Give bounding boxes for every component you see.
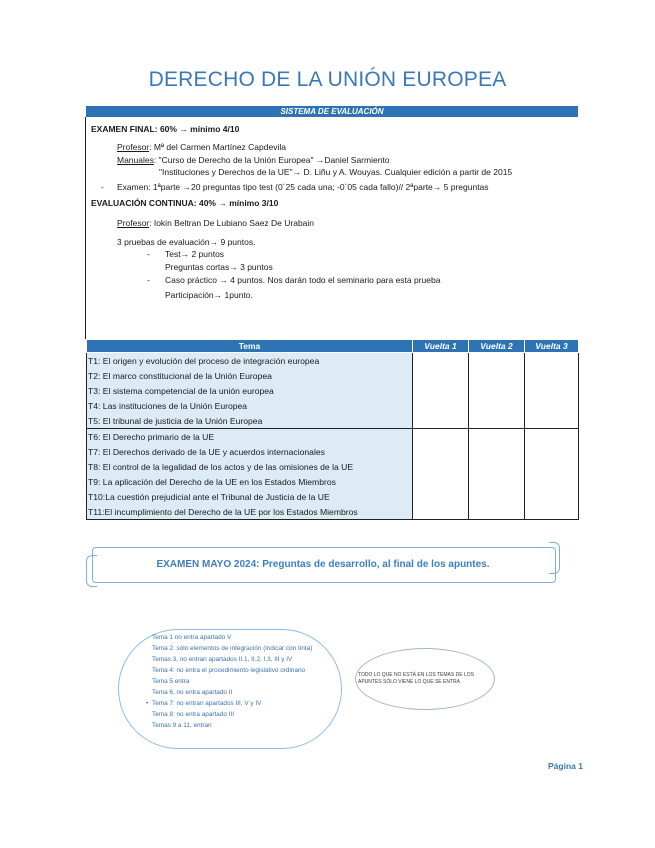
bullet-dash: - [147, 275, 150, 285]
manuales-2: "Instituciones y Derechos de la UE"→ D. Liñu y A. Wouyas. Cualquier edición a partir de 2015 [159, 167, 513, 177]
tema-cell: T10:La cuestión prejudicial ante el Tribunal de Justicia de la UE [87, 489, 413, 504]
table-header [87, 340, 579, 353]
profesor-label-2: Profesor [117, 218, 150, 228]
vuelta-cell [525, 413, 579, 429]
header-vuelta-1: Vuelta 1 [413, 340, 469, 353]
evaluacion-continua-profesor [117, 218, 314, 228]
tema-cell: T11:El incumplimiento del Derecho de la UE por los Estados Miembros [87, 504, 413, 520]
tema-cell: T6: El Derecho primario de la UE [87, 429, 413, 445]
vuelta-cell [469, 383, 525, 398]
tema-cell: T9: La aplicación del Derecho de la UE en los Estados Miembros [87, 474, 413, 489]
vuelta-cell [413, 353, 469, 369]
vuelta-cell [413, 429, 469, 445]
table-row [87, 413, 579, 429]
bullet-dash: - [101, 182, 104, 192]
tema-cell: T8: El control de la legalidad de los actos y de las omisiones de la UE [87, 459, 413, 474]
manuales-line [117, 155, 390, 165]
cortas-line: Preguntas cortas→ 3 puntos [165, 262, 273, 272]
manuales-label: Manuales [117, 155, 154, 165]
note-item: Tema 5 entra [152, 678, 190, 685]
vuelta-cell [413, 504, 469, 520]
profesor-label: Profesor [117, 142, 150, 152]
vuelta-cell [469, 474, 525, 489]
note-bullet: • [146, 700, 149, 707]
vuelta-cell [469, 489, 525, 504]
vuelta-cell [525, 459, 579, 474]
vuelta-cell [413, 474, 469, 489]
header-vuelta-2: Vuelta 2 [469, 340, 525, 353]
vuelta-cell [469, 398, 525, 413]
vuelta-cell [469, 413, 525, 429]
evaluacion-continua-heading: EVALUACIÓN CONTINUA: 40% → mínimo 3/10 [91, 198, 279, 208]
test-line: Test→ 2 puntos [165, 249, 225, 259]
table-row [87, 504, 579, 520]
header-tema: Tema [87, 340, 413, 353]
vuelta-cell [413, 489, 469, 504]
document-title: DERECHO DE LA UNIÓN EUROPEA [148, 68, 507, 91]
tema-cell: T1: El origen y evolución del proceso de integración europea [87, 353, 413, 369]
vuelta-cell [413, 383, 469, 398]
vuelta-cell [525, 383, 579, 398]
vuelta-cell [413, 368, 469, 383]
vuelta-cell [413, 413, 469, 429]
note-item: Tema 7: no entran apartados III, V y IV [152, 700, 262, 707]
vuelta-cell [469, 429, 525, 445]
profesor-name-2: : Iokin Beltran De Lubiano Saez De Urabain [149, 218, 315, 228]
banner-text: EXAMEN MAYO 2024: Preguntas de desarrollo, al final de los apuntes. [156, 559, 490, 570]
note-item: Tema 1 no entra apartado V [152, 634, 232, 641]
note-item: Tema 4: no entra el procedimiento legislativo ordinario [152, 667, 306, 674]
section-bar-sistema: SISTEMA DE EVALUACIÓN [86, 106, 578, 117]
table-row [87, 444, 579, 459]
participacion-line: Participación→ 1punto. [165, 290, 253, 300]
note-item: Tema 8: no entra apartado III [152, 711, 235, 718]
tema-cell: T4: Las instituciones de la Unión Europea [87, 398, 413, 413]
vuelta-cell [525, 474, 579, 489]
table-row [87, 474, 579, 489]
tema-cell: T2: El marco constitucional de la Unión Europea [87, 368, 413, 383]
vuelta-cell [525, 398, 579, 413]
examen-detalle: Examen: 1ªparte →20 preguntas tipo test (0´25 cada una; -0´05 cada fallo)// 2ªparte→ 5 preguntas [117, 182, 489, 192]
table-row [87, 383, 579, 398]
vuelta-cell [525, 504, 579, 520]
caso-line: Caso práctico → 4 puntos. Nos darán todo el seminario para esta prueba [165, 275, 441, 285]
vuelta-cell [525, 353, 579, 369]
table-row [87, 368, 579, 383]
vuelta-cell [469, 353, 525, 369]
table-row [87, 489, 579, 504]
vuelta-cell [469, 459, 525, 474]
oval-text: TODO LO QUE NO ESTÁ EN LOS TEMAS DE LOS APUNTES SÓLO VIENE LO QUE SE ENTRA [358, 672, 474, 685]
pruebas-line: 3 pruebas de evaluación→ 9 puntos. [117, 237, 256, 247]
header-vuelta-3: Vuelta 3 [525, 340, 579, 353]
table-row [87, 353, 579, 369]
vuelta-cell [469, 444, 525, 459]
note-item: Tema 6, no entra apartado II [152, 689, 233, 696]
manuales-1: : "Curso de Derecho de la Unión Europea" →Daniel Sarmiento [153, 155, 390, 165]
examen-final-heading: EXAMEN FINAL: 60% → mínimo 4/10 [91, 124, 240, 134]
examen-final-profesor [117, 142, 286, 152]
profesor-name: : Mª del Carmen Martínez Capdevila [149, 142, 286, 152]
tema-cell: T7: El Derechos derivado de la UE y acuerdos internacionales [87, 444, 413, 459]
table-row [87, 459, 579, 474]
vuelta-cell [413, 398, 469, 413]
temas-table [86, 339, 579, 520]
note-item: Temas 9 a 11, entran [152, 722, 212, 729]
note-item: Tema 2: sólo elementos de integración (indicar con tinta) [152, 645, 313, 652]
vuelta-cell [525, 368, 579, 383]
vuelta-cell [525, 429, 579, 445]
left-rule [85, 117, 86, 339]
vuelta-cell [469, 368, 525, 383]
bullet-dash: - [147, 249, 150, 259]
table-row [87, 429, 579, 445]
vuelta-cell [413, 459, 469, 474]
note-item: Temas 3, no entran apartados II.1, II.2, I.3, III y IV [152, 656, 293, 663]
tema-cell: T5: El tribunal de justicia de la Unión Europea [87, 413, 413, 429]
tema-cell: T3: El sistema competencial de la unión europea [87, 383, 413, 398]
vuelta-cell [525, 444, 579, 459]
vuelta-cell [469, 504, 525, 520]
table-row [87, 398, 579, 413]
vuelta-cell [413, 444, 469, 459]
page-number: Página 1 [548, 761, 583, 771]
vuelta-cell [525, 489, 579, 504]
